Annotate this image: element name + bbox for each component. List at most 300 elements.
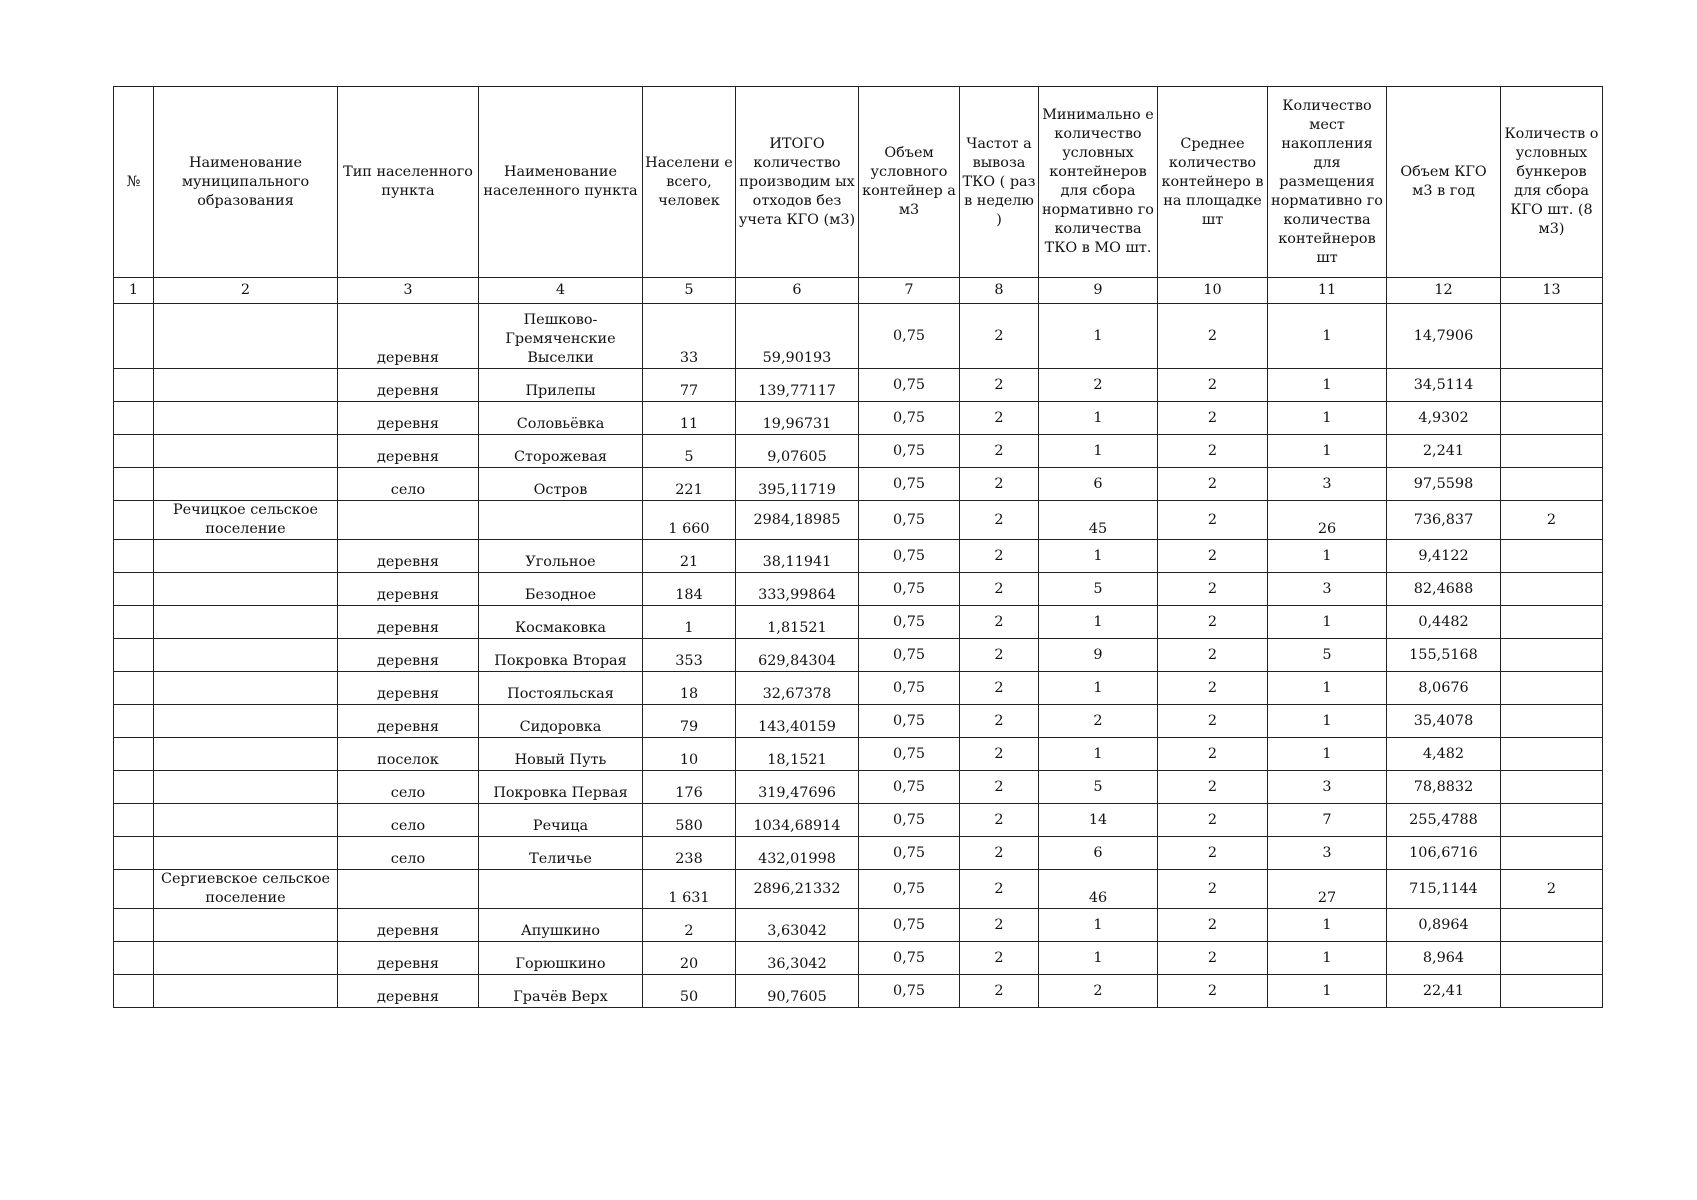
row-number-cell xyxy=(114,606,154,639)
avg-containers-per-site-cell: 2 xyxy=(1158,468,1268,501)
header-cell: Количеств о условных бункеров для сбора КГО шт. (8 м3) xyxy=(1501,87,1603,278)
min-containers-cell: 14 xyxy=(1039,804,1158,837)
settlement-name-cell: Сидоровка xyxy=(479,705,643,738)
settlement-type-cell: деревня xyxy=(338,573,479,606)
bulky-bunkers-cell xyxy=(1501,573,1603,606)
pickup-frequency-cell: 2 xyxy=(960,909,1039,942)
header-cell: Частот а вывоза ТКО ( раз в неделю ) xyxy=(960,87,1039,278)
container-volume-cell: 0,75 xyxy=(859,639,960,672)
column-number: 8 xyxy=(960,278,1039,304)
container-volume-cell: 0,75 xyxy=(859,369,960,402)
row-number-cell xyxy=(114,369,154,402)
column-number: 13 xyxy=(1501,278,1603,304)
pickup-frequency-cell: 2 xyxy=(960,369,1039,402)
row-number-cell xyxy=(114,771,154,804)
bulky-waste-volume-cell: 35,4078 xyxy=(1387,705,1501,738)
bulky-bunkers-cell xyxy=(1501,672,1603,705)
table-row xyxy=(114,771,1603,804)
settlement-name-cell: Апушкино xyxy=(479,909,643,942)
row-number-cell xyxy=(114,402,154,435)
collection-sites-cell: 3 xyxy=(1268,771,1387,804)
row-number-cell xyxy=(114,501,154,540)
avg-containers-per-site-cell: 2 xyxy=(1158,369,1268,402)
settlement-name-cell: Остров xyxy=(479,468,643,501)
row-number-cell xyxy=(114,909,154,942)
bulky-waste-volume-cell: 97,5598 xyxy=(1387,468,1501,501)
row-number-cell xyxy=(114,870,154,909)
population-cell: 184 xyxy=(643,573,736,606)
min-containers-cell: 1 xyxy=(1039,942,1158,975)
table-row xyxy=(114,738,1603,771)
header-cell: Среднее количество контейнеро в на площадке шт xyxy=(1158,87,1268,278)
avg-containers-per-site-cell: 2 xyxy=(1158,639,1268,672)
waste-volume-cell: 319,47696 xyxy=(736,771,859,804)
municipality-name-cell xyxy=(154,909,338,942)
bulky-bunkers-cell xyxy=(1501,942,1603,975)
population-cell: 1 631 xyxy=(643,870,736,909)
pickup-frequency-cell: 2 xyxy=(960,435,1039,468)
avg-containers-per-site-cell: 2 xyxy=(1158,672,1268,705)
container-volume-cell: 0,75 xyxy=(859,909,960,942)
collection-sites-cell: 3 xyxy=(1268,573,1387,606)
bulky-bunkers-cell xyxy=(1501,304,1603,369)
avg-containers-per-site-cell: 2 xyxy=(1158,435,1268,468)
settlement-name-cell: Пешково-Гремяченские Выселки xyxy=(479,304,643,369)
header-cell: Наименование муниципального образования xyxy=(154,87,338,278)
container-volume-cell: 0,75 xyxy=(859,468,960,501)
container-volume-cell: 0,75 xyxy=(859,804,960,837)
column-number: 4 xyxy=(479,278,643,304)
header-cell: Объем КГО м3 в год xyxy=(1387,87,1501,278)
min-containers-cell: 45 xyxy=(1039,501,1158,540)
table-row xyxy=(114,468,1603,501)
subtotal-row xyxy=(114,501,1603,540)
waste-volume-cell: 139,77117 xyxy=(736,369,859,402)
table-row xyxy=(114,402,1603,435)
municipality-name-cell xyxy=(154,540,338,573)
collection-sites-cell: 3 xyxy=(1268,837,1387,870)
avg-containers-per-site-cell: 2 xyxy=(1158,804,1268,837)
avg-containers-per-site-cell: 2 xyxy=(1158,705,1268,738)
bulky-waste-volume-cell: 4,9302 xyxy=(1387,402,1501,435)
waste-volume-cell: 36,3042 xyxy=(736,942,859,975)
avg-containers-per-site-cell: 2 xyxy=(1158,402,1268,435)
min-containers-cell: 2 xyxy=(1039,369,1158,402)
row-number-cell xyxy=(114,804,154,837)
row-number-cell xyxy=(114,304,154,369)
municipality-name-cell xyxy=(154,606,338,639)
avg-containers-per-site-cell: 2 xyxy=(1158,501,1268,540)
pickup-frequency-cell: 2 xyxy=(960,771,1039,804)
collection-sites-cell: 26 xyxy=(1268,501,1387,540)
settlement-name-cell: Постояльская xyxy=(479,672,643,705)
row-number-cell xyxy=(114,837,154,870)
settlement-type-cell: деревня xyxy=(338,909,479,942)
pickup-frequency-cell: 2 xyxy=(960,975,1039,1008)
avg-containers-per-site-cell: 2 xyxy=(1158,942,1268,975)
min-containers-cell: 1 xyxy=(1039,738,1158,771)
pickup-frequency-cell: 2 xyxy=(960,837,1039,870)
bulky-waste-volume-cell: 106,6716 xyxy=(1387,837,1501,870)
column-number: 12 xyxy=(1387,278,1501,304)
header-cell: ИТОГО количество производим ых отходов без учета КГО (м3) xyxy=(736,87,859,278)
column-number: 1 xyxy=(114,278,154,304)
municipality-name-cell xyxy=(154,837,338,870)
avg-containers-per-site-cell: 2 xyxy=(1158,738,1268,771)
avg-containers-per-site-cell: 2 xyxy=(1158,304,1268,369)
bulky-bunkers-cell xyxy=(1501,705,1603,738)
header-cell: Количество мест накопления для размещения нормативно го количества контейнеров шт xyxy=(1268,87,1387,278)
container-volume-cell: 0,75 xyxy=(859,435,960,468)
collection-sites-cell: 1 xyxy=(1268,672,1387,705)
row-number-cell xyxy=(114,573,154,606)
column-number: 2 xyxy=(154,278,338,304)
waste-volume-cell: 333,99864 xyxy=(736,573,859,606)
settlement-type-cell xyxy=(338,870,479,909)
avg-containers-per-site-cell: 2 xyxy=(1158,771,1268,804)
population-cell: 18 xyxy=(643,672,736,705)
table-row xyxy=(114,942,1603,975)
population-cell: 50 xyxy=(643,975,736,1008)
table-row xyxy=(114,639,1603,672)
column-number: 7 xyxy=(859,278,960,304)
avg-containers-per-site-cell: 2 xyxy=(1158,909,1268,942)
row-number-cell xyxy=(114,468,154,501)
bulky-waste-volume-cell: 4,482 xyxy=(1387,738,1501,771)
container-volume-cell: 0,75 xyxy=(859,837,960,870)
municipality-name-cell xyxy=(154,975,338,1008)
min-containers-cell: 5 xyxy=(1039,573,1158,606)
settlement-type-cell: деревня xyxy=(338,540,479,573)
population-cell: 1 xyxy=(643,606,736,639)
population-cell: 176 xyxy=(643,771,736,804)
municipality-name-cell xyxy=(154,573,338,606)
container-volume-cell: 0,75 xyxy=(859,942,960,975)
container-volume-cell: 0,75 xyxy=(859,738,960,771)
waste-volume-cell: 1034,68914 xyxy=(736,804,859,837)
bulky-waste-volume-cell: 8,964 xyxy=(1387,942,1501,975)
pickup-frequency-cell: 2 xyxy=(960,468,1039,501)
waste-volume-cell: 18,1521 xyxy=(736,738,859,771)
container-volume-cell: 0,75 xyxy=(859,705,960,738)
row-number-cell xyxy=(114,435,154,468)
header-cell: Наименование населенного пункта xyxy=(479,87,643,278)
bulky-waste-volume-cell: 255,4788 xyxy=(1387,804,1501,837)
population-cell: 353 xyxy=(643,639,736,672)
bulky-bunkers-cell xyxy=(1501,540,1603,573)
settlement-name-cell: Соловьёвка xyxy=(479,402,643,435)
settlement-name-cell: Покровка Первая xyxy=(479,771,643,804)
population-cell: 5 xyxy=(643,435,736,468)
pickup-frequency-cell: 2 xyxy=(960,942,1039,975)
table-row xyxy=(114,837,1603,870)
municipality-name-cell xyxy=(154,402,338,435)
municipality-name-cell xyxy=(154,369,338,402)
header-cell: Объем условного контейнер а м3 xyxy=(859,87,960,278)
municipality-name-cell xyxy=(154,942,338,975)
collection-sites-cell: 5 xyxy=(1268,639,1387,672)
collection-sites-cell: 1 xyxy=(1268,606,1387,639)
settlement-type-cell: село xyxy=(338,837,479,870)
population-cell: 20 xyxy=(643,942,736,975)
bulky-waste-volume-cell: 82,4688 xyxy=(1387,573,1501,606)
bulky-waste-volume-cell: 22,41 xyxy=(1387,975,1501,1008)
collection-sites-cell: 1 xyxy=(1268,369,1387,402)
settlement-type-cell: село xyxy=(338,804,479,837)
waste-volume-cell: 2896,21332 xyxy=(736,870,859,909)
waste-volume-cell: 3,63042 xyxy=(736,909,859,942)
column-number: 3 xyxy=(338,278,479,304)
settlement-name-cell: Новый Путь xyxy=(479,738,643,771)
settlement-type-cell: деревня xyxy=(338,975,479,1008)
population-cell: 580 xyxy=(643,804,736,837)
avg-containers-per-site-cell: 2 xyxy=(1158,870,1268,909)
waste-volume-cell: 629,84304 xyxy=(736,639,859,672)
table-row xyxy=(114,975,1603,1008)
collection-sites-cell: 1 xyxy=(1268,975,1387,1008)
settlement-type-cell: село xyxy=(338,771,479,804)
population-cell: 221 xyxy=(643,468,736,501)
min-containers-cell: 1 xyxy=(1039,909,1158,942)
bulky-waste-volume-cell: 155,5168 xyxy=(1387,639,1501,672)
bulky-waste-volume-cell: 78,8832 xyxy=(1387,771,1501,804)
bulky-bunkers-cell xyxy=(1501,402,1603,435)
container-volume-cell: 0,75 xyxy=(859,402,960,435)
settlement-type-cell: деревня xyxy=(338,435,479,468)
settlement-name-cell: Угольное xyxy=(479,540,643,573)
collection-sites-cell: 27 xyxy=(1268,870,1387,909)
header-cell: № xyxy=(114,87,154,278)
municipality-name-cell xyxy=(154,468,338,501)
settlement-type-cell xyxy=(338,501,479,540)
row-number-cell xyxy=(114,672,154,705)
bulky-bunkers-cell xyxy=(1501,771,1603,804)
min-containers-cell: 6 xyxy=(1039,837,1158,870)
municipality-name-cell xyxy=(154,738,338,771)
pickup-frequency-cell: 2 xyxy=(960,573,1039,606)
bulky-waste-volume-cell: 0,8964 xyxy=(1387,909,1501,942)
header-cell: Населени е всего, человек xyxy=(643,87,736,278)
header-cell: Минимально е количество условных контейнеров для сбора нормативно го количества ТКО в МО шт. xyxy=(1039,87,1158,278)
column-number: 5 xyxy=(643,278,736,304)
settlement-type-cell: поселок xyxy=(338,738,479,771)
container-volume-cell: 0,75 xyxy=(859,573,960,606)
waste-volume-cell: 90,7605 xyxy=(736,975,859,1008)
waste-volume-cell: 59,90193 xyxy=(736,304,859,369)
population-cell: 2 xyxy=(643,909,736,942)
collection-sites-cell: 1 xyxy=(1268,402,1387,435)
collection-sites-cell: 1 xyxy=(1268,738,1387,771)
municipality-name-cell xyxy=(154,304,338,369)
avg-containers-per-site-cell: 2 xyxy=(1158,837,1268,870)
settlement-type-cell: деревня xyxy=(338,705,479,738)
container-volume-cell: 0,75 xyxy=(859,975,960,1008)
min-containers-cell: 1 xyxy=(1039,304,1158,369)
population-cell: 11 xyxy=(643,402,736,435)
table-row xyxy=(114,804,1603,837)
collection-sites-cell: 1 xyxy=(1268,942,1387,975)
waste-volume-cell: 2984,18985 xyxy=(736,501,859,540)
container-volume-cell: 0,75 xyxy=(859,870,960,909)
settlement-name-cell: Теличье xyxy=(479,837,643,870)
bulky-bunkers-cell xyxy=(1501,909,1603,942)
settlement-name-cell: Речица xyxy=(479,804,643,837)
bulky-bunkers-cell xyxy=(1501,468,1603,501)
header-cell: Тип населенного пункта xyxy=(338,87,479,278)
min-containers-cell: 1 xyxy=(1039,672,1158,705)
subtotal-row xyxy=(114,870,1603,909)
bulky-bunkers-cell xyxy=(1501,606,1603,639)
settlement-name-cell: Прилепы xyxy=(479,369,643,402)
settlement-type-cell: село xyxy=(338,468,479,501)
pickup-frequency-cell: 2 xyxy=(960,540,1039,573)
avg-containers-per-site-cell: 2 xyxy=(1158,573,1268,606)
container-volume-cell: 0,75 xyxy=(859,540,960,573)
bulky-bunkers-cell xyxy=(1501,975,1603,1008)
table-body xyxy=(114,304,1603,1008)
row-number-cell xyxy=(114,738,154,771)
column-number: 10 xyxy=(1158,278,1268,304)
waste-volume-cell: 38,11941 xyxy=(736,540,859,573)
bulky-bunkers-cell: 2 xyxy=(1501,501,1603,540)
settlement-name-cell: Грачёв Верх xyxy=(479,975,643,1008)
container-volume-cell: 0,75 xyxy=(859,501,960,540)
min-containers-cell: 6 xyxy=(1039,468,1158,501)
table-row xyxy=(114,606,1603,639)
settlement-type-cell: деревня xyxy=(338,304,479,369)
table-row xyxy=(114,369,1603,402)
column-number: 6 xyxy=(736,278,859,304)
bulky-waste-volume-cell: 8,0676 xyxy=(1387,672,1501,705)
municipality-name-cell xyxy=(154,771,338,804)
settlement-type-cell: деревня xyxy=(338,672,479,705)
table-row xyxy=(114,672,1603,705)
waste-volume-cell: 395,11719 xyxy=(736,468,859,501)
municipality-name-cell xyxy=(154,705,338,738)
bulky-waste-volume-cell: 2,241 xyxy=(1387,435,1501,468)
municipality-name-cell xyxy=(154,672,338,705)
column-number: 9 xyxy=(1039,278,1158,304)
settlement-name-cell: Сторожевая xyxy=(479,435,643,468)
row-number-cell xyxy=(114,540,154,573)
settlement-name-cell: Горюшкино xyxy=(479,942,643,975)
municipality-name-cell: Речицкое сельское поселение xyxy=(154,501,338,540)
min-containers-cell: 1 xyxy=(1039,606,1158,639)
min-containers-cell: 2 xyxy=(1039,705,1158,738)
settlement-name-cell: Покровка Вторая xyxy=(479,639,643,672)
pickup-frequency-cell: 2 xyxy=(960,304,1039,369)
pickup-frequency-cell: 2 xyxy=(960,738,1039,771)
container-volume-cell: 0,75 xyxy=(859,672,960,705)
settlement-type-cell: деревня xyxy=(338,606,479,639)
collection-sites-cell: 7 xyxy=(1268,804,1387,837)
column-number-row xyxy=(114,278,1603,304)
collection-sites-cell: 1 xyxy=(1268,304,1387,369)
bulky-bunkers-cell xyxy=(1501,837,1603,870)
row-number-cell xyxy=(114,942,154,975)
collection-sites-cell: 3 xyxy=(1268,468,1387,501)
bulky-bunkers-cell xyxy=(1501,435,1603,468)
settlement-name-cell: Безодное xyxy=(479,573,643,606)
table-row xyxy=(114,909,1603,942)
container-volume-cell: 0,75 xyxy=(859,304,960,369)
table-row xyxy=(114,573,1603,606)
population-cell: 238 xyxy=(643,837,736,870)
avg-containers-per-site-cell: 2 xyxy=(1158,606,1268,639)
population-cell: 1 660 xyxy=(643,501,736,540)
pickup-frequency-cell: 2 xyxy=(960,606,1039,639)
settlement-type-cell: деревня xyxy=(338,369,479,402)
pickup-frequency-cell: 2 xyxy=(960,501,1039,540)
population-cell: 79 xyxy=(643,705,736,738)
container-volume-cell: 0,75 xyxy=(859,771,960,804)
waste-volume-cell: 32,67378 xyxy=(736,672,859,705)
bulky-waste-volume-cell: 34,5114 xyxy=(1387,369,1501,402)
header-row xyxy=(114,87,1603,278)
municipality-name-cell xyxy=(154,435,338,468)
collection-sites-cell: 1 xyxy=(1268,540,1387,573)
pickup-frequency-cell: 2 xyxy=(960,804,1039,837)
table-row xyxy=(114,540,1603,573)
collection-sites-cell: 1 xyxy=(1268,435,1387,468)
municipality-name-cell xyxy=(154,639,338,672)
waste-data-table xyxy=(113,86,1603,1008)
waste-volume-cell: 1,81521 xyxy=(736,606,859,639)
pickup-frequency-cell: 2 xyxy=(960,402,1039,435)
settlement-type-cell: деревня xyxy=(338,639,479,672)
min-containers-cell: 46 xyxy=(1039,870,1158,909)
waste-volume-cell: 432,01998 xyxy=(736,837,859,870)
bulky-bunkers-cell xyxy=(1501,804,1603,837)
population-cell: 10 xyxy=(643,738,736,771)
table-row xyxy=(114,435,1603,468)
bulky-bunkers-cell xyxy=(1501,639,1603,672)
bulky-waste-volume-cell: 715,1144 xyxy=(1387,870,1501,909)
municipality-name-cell: Сергиевское сельское поселение xyxy=(154,870,338,909)
waste-volume-cell: 143,40159 xyxy=(736,705,859,738)
avg-containers-per-site-cell: 2 xyxy=(1158,540,1268,573)
pickup-frequency-cell: 2 xyxy=(960,672,1039,705)
min-containers-cell: 2 xyxy=(1039,975,1158,1008)
population-cell: 77 xyxy=(643,369,736,402)
min-containers-cell: 5 xyxy=(1039,771,1158,804)
bulky-bunkers-cell xyxy=(1501,369,1603,402)
waste-volume-cell: 19,96731 xyxy=(736,402,859,435)
column-number: 11 xyxy=(1268,278,1387,304)
population-cell: 33 xyxy=(643,304,736,369)
waste-volume-cell: 9,07605 xyxy=(736,435,859,468)
row-number-cell xyxy=(114,975,154,1008)
table-row xyxy=(114,705,1603,738)
settlement-name-cell xyxy=(479,501,643,540)
bulky-waste-volume-cell: 9,4122 xyxy=(1387,540,1501,573)
avg-containers-per-site-cell: 2 xyxy=(1158,975,1268,1008)
collection-sites-cell: 1 xyxy=(1268,705,1387,738)
municipality-name-cell xyxy=(154,804,338,837)
min-containers-cell: 1 xyxy=(1039,435,1158,468)
bulky-waste-volume-cell: 14,7906 xyxy=(1387,304,1501,369)
min-containers-cell: 1 xyxy=(1039,540,1158,573)
min-containers-cell: 9 xyxy=(1039,639,1158,672)
population-cell: 21 xyxy=(643,540,736,573)
bulky-waste-volume-cell: 736,837 xyxy=(1387,501,1501,540)
container-volume-cell: 0,75 xyxy=(859,606,960,639)
settlement-name-cell: Космаковка xyxy=(479,606,643,639)
min-containers-cell: 1 xyxy=(1039,402,1158,435)
bulky-waste-volume-cell: 0,4482 xyxy=(1387,606,1501,639)
settlement-type-cell: деревня xyxy=(338,942,479,975)
settlement-type-cell: деревня xyxy=(338,402,479,435)
